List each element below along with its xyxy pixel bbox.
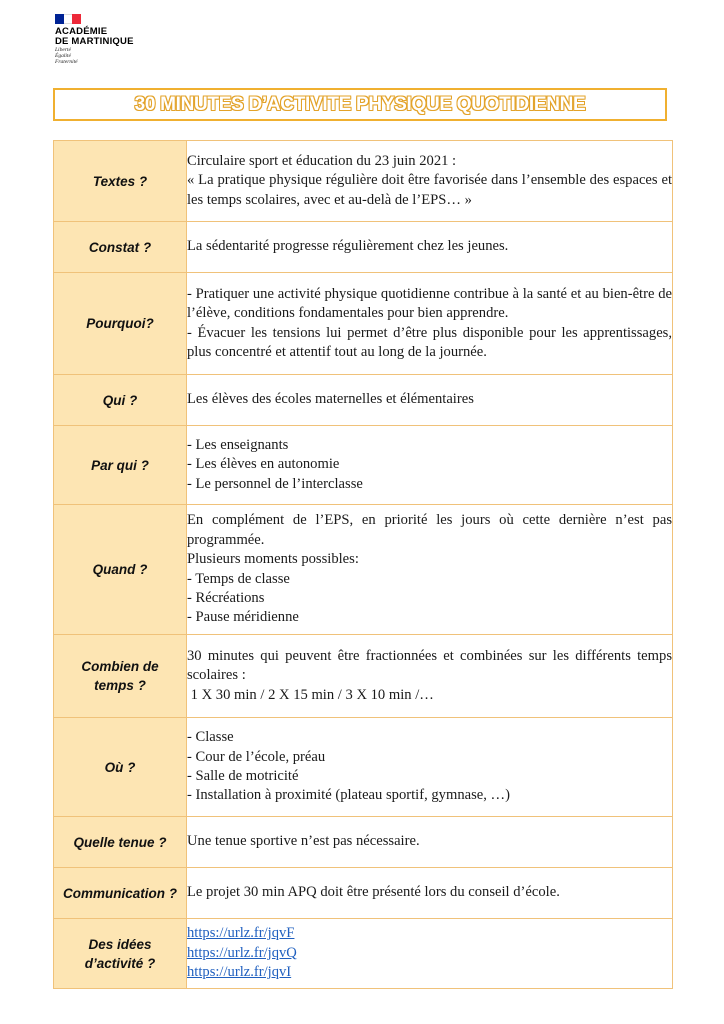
page-title: 30 MINUTES D’ACTIVITE PHYSIQUE QUOTIDIENNE bbox=[134, 93, 586, 115]
row-content: Le projet 30 min APQ doit être présenté lors du conseil d’école. bbox=[187, 868, 673, 919]
row-content: - Classe - Cour de l’école, préau - Salle de motricité - Installation à proximité (plateau sportif, gymnase, …) bbox=[187, 718, 673, 817]
row-label: Quand ? bbox=[54, 505, 187, 635]
row-label: Textes ? bbox=[54, 141, 187, 222]
row-label: Par qui ? bbox=[54, 426, 187, 505]
row-quand bbox=[54, 505, 673, 635]
row-label: Communication ? bbox=[54, 868, 187, 919]
row-combien bbox=[54, 635, 673, 718]
title-box bbox=[53, 88, 667, 121]
motto-egalite: Égalité bbox=[55, 53, 71, 59]
row-content: Une tenue sportive n’est pas nécessaire. bbox=[187, 817, 673, 868]
row-label: Constat ? bbox=[54, 222, 187, 273]
row-pourquoi bbox=[54, 273, 673, 375]
row-qui bbox=[54, 375, 673, 426]
info-table bbox=[53, 140, 673, 989]
row-content: - Les enseignants - Les élèves en autonomie - Le personnel de l’interclasse bbox=[187, 426, 673, 505]
row-textes bbox=[54, 141, 673, 222]
row-par-qui bbox=[54, 426, 673, 505]
activity-link-2[interactable]: https://urlz.fr/jqvQ bbox=[187, 944, 297, 961]
row-label: Pourquoi? bbox=[54, 273, 187, 375]
row-content: Les élèves des écoles maternelles et élémentaires bbox=[187, 375, 673, 426]
row-idees bbox=[54, 919, 673, 989]
activity-link-3[interactable]: https://urlz.fr/jqvI bbox=[187, 964, 292, 981]
row-content bbox=[187, 919, 673, 989]
academy-logo bbox=[55, 14, 175, 65]
row-label: Quelle tenue ? bbox=[54, 817, 187, 868]
row-label: Des idées d’activité ? bbox=[54, 919, 187, 989]
row-content: Circulaire sport et éducation du 23 juin 2021 : « La pratique physique régulière doit être favorisée dans l’ensemble des espaces et les temps scolaires, avec et au-delà de l’EPS… » bbox=[187, 141, 673, 222]
row-label: Combien de temps ? bbox=[54, 635, 187, 718]
row-label: Qui ? bbox=[54, 375, 187, 426]
institution-line-2: DE MARTINIQUE bbox=[55, 36, 134, 47]
row-ou bbox=[54, 718, 673, 817]
row-content: 30 minutes qui peuvent être fractionnées et combinées sur les différents temps scolaires : 1 X 30 min / 2 X 15 min / 3 X 10 min /… bbox=[187, 635, 673, 718]
row-label: Où ? bbox=[54, 718, 187, 817]
row-content: En complément de l’EPS, en priorité les jours où cette dernière n’est pas programmée. Plusieurs moments possibles: - Temps de classe - Récréations - Pause méridienne bbox=[187, 505, 673, 635]
row-content: La sédentarité progresse régulièrement chez les jeunes. bbox=[187, 222, 673, 273]
institution-line-1: ACADÉMIE bbox=[55, 26, 108, 37]
row-communication bbox=[54, 868, 673, 919]
french-flag-icon bbox=[55, 14, 81, 24]
row-tenue bbox=[54, 817, 673, 868]
motto-fraternite: Fraternité bbox=[55, 59, 78, 65]
motto-liberte: Liberté bbox=[55, 47, 71, 53]
row-constat bbox=[54, 222, 673, 273]
row-content: - Pratiquer une activité physique quotidienne contribue à la santé et au bien-être de l’élève, conditions fondamentales pour bien apprendre. - Évacuer les tensions lui permet d’être plus disponible pour les apprentissages, plus concentré et attentif tout au long de la journée. bbox=[187, 273, 673, 375]
activity-link-1[interactable]: https://urlz.fr/jqvF bbox=[187, 925, 295, 942]
